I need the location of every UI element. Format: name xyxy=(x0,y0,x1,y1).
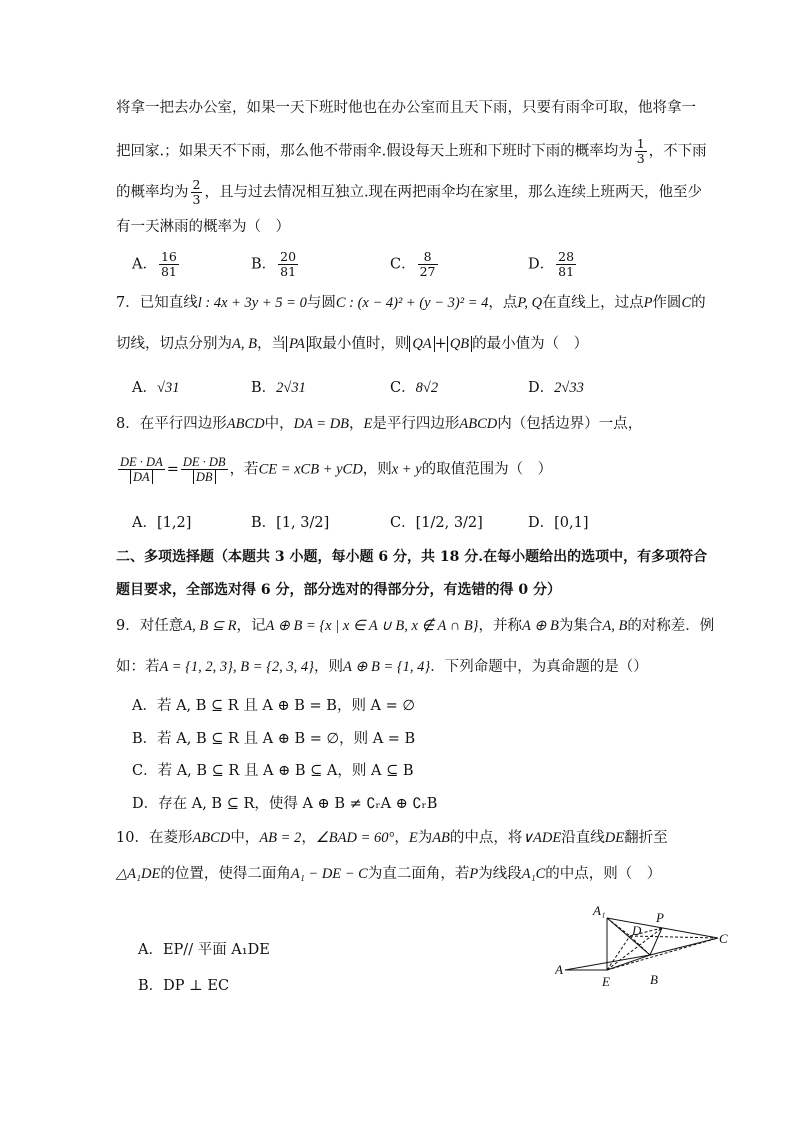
q10-l1f: 的中点，将 xyxy=(449,830,523,846)
q10-geometry-figure xyxy=(555,900,745,995)
q8-opt-b-value: [1, 3/2] xyxy=(276,515,330,531)
q7-line-equation: l : 4x + 3y + 5 = 0 xyxy=(197,295,307,311)
q6-line-3-text-b: ，且与过去情况相互独立.现在两把雨伞均在家里，那么连续上班两天，他至少 xyxy=(204,184,703,201)
label-a1: A₁ xyxy=(593,903,606,918)
q9-definition: A ⊕ B = {x | x ∈ A ∪ B, x ∉ A ∩ B} xyxy=(265,618,479,634)
label-e: E xyxy=(602,974,610,989)
q10-l1g: 沿直线 xyxy=(561,830,605,846)
q8-end2: 的取值范围为（ ） xyxy=(421,461,553,478)
q6-opt-b-label: B． xyxy=(251,256,277,273)
q9-l2c: ，则 xyxy=(313,659,343,675)
q8-fraction-2 xyxy=(181,455,228,484)
q7-option-d[interactable] xyxy=(528,376,584,397)
q10-option-a[interactable]: A．EP// 平面 A₁DE xyxy=(138,942,270,958)
q9-l1g: 为集合 xyxy=(558,618,603,634)
q9-l2e: ．下列命题中，为真命题的是（） xyxy=(430,659,648,675)
section-2-heading-line-1: 二、多项选择题（本题共 3 小题，每小题 6 分，共 18 分.在每小题给出的选项中，有多项符合 xyxy=(116,549,708,565)
q6-line-3-text-a: 的概率均为 xyxy=(116,184,189,201)
q10-segment-ab: AB xyxy=(432,830,450,846)
q10-l2c: 为直二面角，若 xyxy=(367,866,470,882)
q8-abcd-2: ABCD xyxy=(459,416,498,432)
q8-f1-den-abs: DA xyxy=(130,470,153,484)
q8-option-c[interactable] xyxy=(390,511,483,532)
q6-frac2-num: 2 xyxy=(192,177,201,192)
q6-option-a[interactable] xyxy=(132,250,181,279)
q10-angle: ∠BAD = 60° xyxy=(315,830,395,846)
q10-option-b[interactable]: B．DP ⊥ EC xyxy=(138,978,230,994)
q10-l2e: 的中点，则（ ） xyxy=(545,866,662,882)
q6-opt-c-num: 8 xyxy=(418,250,438,265)
q7-end1: 的 xyxy=(691,295,706,311)
q7-circle-c: C xyxy=(681,295,692,311)
q9-example-result: A ⊕ B = {1, 4} xyxy=(342,659,431,675)
q7-line2a: 切线，切点分别为 xyxy=(116,336,232,352)
q7-opt-a-value: √31 xyxy=(156,380,180,396)
q8-opt-b-label: B． xyxy=(251,515,277,531)
q8-f2-num: DE · DB xyxy=(182,455,226,469)
q8-option-b[interactable] xyxy=(251,511,329,532)
q7-line-2 xyxy=(116,334,588,354)
edge-d-c xyxy=(630,936,718,938)
q10-l1c: ， xyxy=(301,830,316,846)
q7-mid2: ，点 xyxy=(488,295,518,311)
q7-line2b: ，当 xyxy=(256,336,286,352)
q10-line-2 xyxy=(116,864,661,884)
q9-l1h: A, B xyxy=(602,618,628,634)
q7-mid4: 作圆 xyxy=(652,295,682,311)
q6-frac1-num: 1 xyxy=(636,136,645,151)
q7-plus: + xyxy=(434,336,447,352)
section-2-heading-line-2: 题目要求，全部选对得 6 分，部分选对的得部分分，有选错的得 0 分） xyxy=(116,582,561,598)
q6-frac1-den: 3 xyxy=(636,151,645,166)
q6-line-2-text-a: 把回家.；如果天不下雨，那么他不带雨伞.假设每天上班和下班时下雨的概率均为 xyxy=(116,143,633,160)
q9-line-1 xyxy=(116,616,714,636)
q6-fraction-2 xyxy=(191,178,203,207)
q6-opt-d-label: D． xyxy=(528,256,555,273)
q8-mid1: 中， xyxy=(264,416,294,432)
q9-l1c: ，记 xyxy=(236,618,266,634)
q9-l2a: 如：若 xyxy=(116,659,160,675)
q6-opt-b-num: 20 xyxy=(280,249,297,264)
q6-line-2-text-b: ，不下雨 xyxy=(648,143,707,160)
q6-opt-d-den: 81 xyxy=(558,264,575,279)
q8-f1-num: DE · DA xyxy=(120,455,163,469)
q10-l1d: ， xyxy=(394,830,409,846)
q7-opt-d-label: D． xyxy=(528,380,555,396)
q8-fraction-1 xyxy=(118,455,165,484)
q6-option-c[interactable] xyxy=(390,250,440,279)
q7-line2c: 取最小值时，则 xyxy=(307,336,410,352)
q6-opt-c-den: 27 xyxy=(419,264,436,279)
label-b: B xyxy=(650,972,658,987)
q6-opt-b-den: 81 xyxy=(280,264,297,279)
q10-point-e: E xyxy=(408,830,418,846)
q10-l1a: 10．在菱形 xyxy=(116,830,193,846)
q6-line-4: 有一天淋雨的概率为（ ） xyxy=(116,219,290,235)
q8-opt-d-label: D． xyxy=(528,515,555,531)
q8-point-e: E xyxy=(363,416,373,432)
q7-points-ab: A, B xyxy=(232,336,257,352)
q6-frac2-den: 3 xyxy=(192,192,201,207)
edge-a1-b xyxy=(607,918,650,955)
q10-l1b: 中， xyxy=(230,830,260,846)
q6-opt-a-frac xyxy=(159,250,179,279)
q8-eq: = xyxy=(166,461,179,478)
q8-line-1 xyxy=(116,414,642,434)
q8-opt-c-label: C． xyxy=(390,515,416,531)
q7-prefix: 7．已知直线 xyxy=(116,295,198,311)
q8-f2-den xyxy=(181,470,228,484)
q8-f2-den-abs: DB xyxy=(193,470,216,484)
q9-option-d[interactable]: D．存在 A, B ⊆ R，使得 A ⊕ B ≠ ∁ᵣA ⊕ ∁ᵣB xyxy=(132,796,438,812)
q7-opt-c-value: 8√2 xyxy=(415,380,439,396)
q10-l1h: 翻折至 xyxy=(624,830,668,846)
q9-option-b[interactable]: B．若 A, B ⊆ R 且 A ⊕ B = ∅，则 A = B xyxy=(132,731,416,747)
q9-l1f: A ⊕ B xyxy=(521,618,559,634)
q6-opt-a-den: 81 xyxy=(160,264,177,279)
q6-fraction-1 xyxy=(635,137,647,166)
q8-opt-a-value: [1,2] xyxy=(156,515,192,531)
q10-triangle-a1de: △A₁DE xyxy=(116,866,161,882)
q8-xy: x + y xyxy=(391,461,422,478)
q7-abs-qb: QB xyxy=(447,336,472,352)
q6-opt-c-label: C． xyxy=(390,256,416,273)
q7-mid3: 在直线上，过点 xyxy=(542,295,644,311)
q9-l1e: ，并称 xyxy=(478,618,522,634)
q7-option-b[interactable] xyxy=(251,376,306,397)
q9-option-a[interactable]: A．若 A, B ⊆ R 且 A ⊕ B = B，则 A = ∅ xyxy=(132,698,416,714)
q7-points-pq: P, Q xyxy=(517,295,543,311)
q7-opt-a-label: A． xyxy=(132,380,157,396)
q10-ab-length: AB = 2 xyxy=(259,830,302,846)
q10-l1e: 为 xyxy=(417,830,433,846)
q10-segment-a1c: A₁C xyxy=(521,866,546,882)
q8-mid2: ， xyxy=(349,416,364,432)
q7-line-1 xyxy=(116,293,706,313)
q9-option-c[interactable]: C．若 A, B ⊆ R 且 A ⊕ B ⊆ A，则 A ⊆ B xyxy=(132,763,414,779)
q8-mid5: ，则 xyxy=(362,461,392,478)
q8-line-2 xyxy=(116,455,552,484)
q8-option-d[interactable] xyxy=(528,511,589,532)
label-d: D xyxy=(632,923,642,938)
q6-line-2 xyxy=(116,137,707,166)
q10-abcd: ABCD xyxy=(192,830,231,846)
q7-opt-c-label: C． xyxy=(390,380,416,396)
q10-line-de: DE xyxy=(604,830,625,846)
q8-option-a[interactable] xyxy=(132,511,191,532)
q10-line-1 xyxy=(116,828,668,848)
q7-abs-pa: PA xyxy=(286,336,308,352)
q8-ce-equation: CE = xCB + yCD xyxy=(258,461,363,478)
q9-example-sets: A = {1, 2, 3}, B = {2, 3, 4} xyxy=(159,659,314,675)
q7-option-a[interactable] xyxy=(132,376,179,397)
q6-opt-a-label: A． xyxy=(132,256,157,273)
q7-option-c[interactable] xyxy=(390,376,438,397)
q9-line-2 xyxy=(116,657,648,677)
q6-opt-c-frac xyxy=(418,250,438,279)
q8-f1-den xyxy=(118,470,165,484)
q7-abs-qa: QA xyxy=(409,336,434,352)
q10-l2d: 为线段 xyxy=(478,866,522,882)
q9-l1i: 的对称差．例 xyxy=(627,618,715,634)
q10-point-p: P xyxy=(469,866,479,882)
q8-opt-a-label: A． xyxy=(132,515,157,531)
q8-mid4: ，若 xyxy=(229,461,259,478)
q8-opt-c-value: [1/2, 3/2] xyxy=(415,515,483,531)
q8-prefix: 8．在平行四边形 xyxy=(116,416,227,432)
label-a: A xyxy=(555,962,563,977)
q6-option-d[interactable] xyxy=(528,250,578,279)
q9-l1a: 9．对任意 xyxy=(116,618,184,634)
q6-opt-d-frac xyxy=(556,250,576,279)
q10-triangle-ade: ∨ADE xyxy=(522,830,562,846)
q8-mid3: 是平行四边形 xyxy=(372,416,460,432)
q9-l1b: A, B ⊆ R xyxy=(183,618,237,634)
q8-opt-d-value: [0,1] xyxy=(554,515,589,531)
q8-abcd: ABCD xyxy=(226,416,265,432)
q7-circle-equation: C : (x − 4)² + (y − 3)² = 4 xyxy=(335,295,489,311)
label-p: P xyxy=(656,910,664,925)
q8-condition: DA = DB xyxy=(293,416,350,432)
q6-option-b[interactable] xyxy=(251,250,300,279)
q10-dihedral: A₁ − DE − C xyxy=(290,866,368,882)
q7-opt-b-label: B． xyxy=(251,380,277,396)
q7-opt-d-value: 2√33 xyxy=(554,380,584,396)
q7-point-p: P xyxy=(643,295,653,311)
q6-opt-b-frac xyxy=(278,250,298,279)
q6-opt-d-num: 28 xyxy=(558,249,575,264)
edge-e-d xyxy=(607,936,630,970)
q6-line-1: 将拿一把去办公室，如果一天下班时他也在办公室而且天下雨，只要有雨伞可取，他将拿一 xyxy=(116,100,696,116)
q8-end1: 内（包括边界）一点， xyxy=(497,416,643,432)
label-c: C xyxy=(719,931,728,946)
q7-opt-b-value: 2√31 xyxy=(276,380,306,396)
q7-mid1: 与圆 xyxy=(306,295,336,311)
q6-line-3 xyxy=(116,178,702,207)
q10-l2b: 的位置，使得二面角 xyxy=(160,866,291,882)
q6-opt-a-num: 16 xyxy=(160,249,177,264)
edge-e-c xyxy=(607,938,718,970)
q7-line2d: 的最小值为（ ） xyxy=(472,336,589,352)
